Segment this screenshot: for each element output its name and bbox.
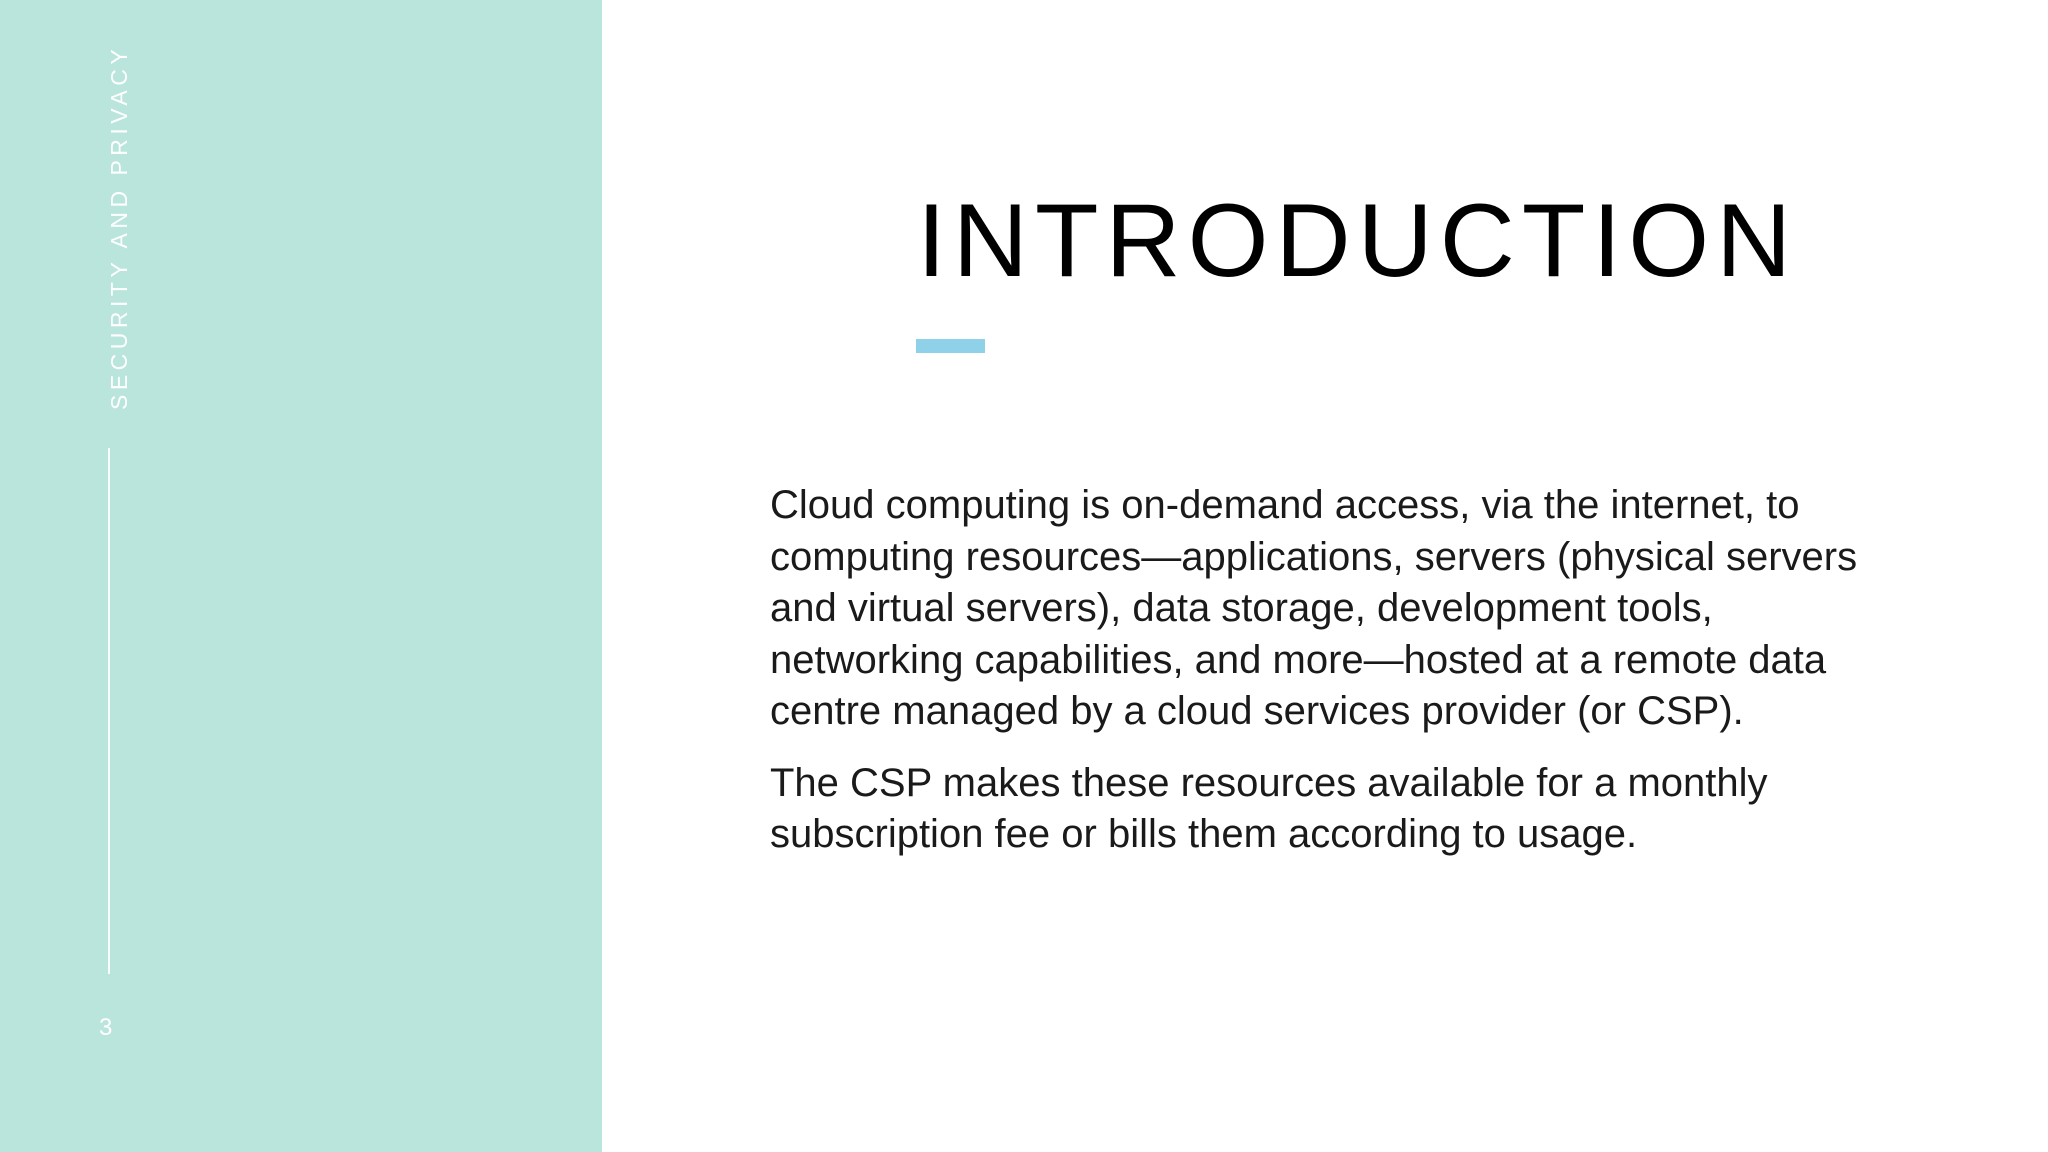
body-paragraph: Cloud computing is on-demand access, via the internet, to computing resources—applications, servers (physical servers and virtual servers), data storage, development tools, networking capabilities, and more—hosted at a remote data centre managed by a cloud services provider (or CSP). xyxy=(770,483,1858,733)
body-paragraph: The CSP makes these resources available for a monthly subscription fee or bills them according to usage. xyxy=(770,760,1768,856)
side-divider-line xyxy=(108,448,110,974)
section-label: SECURITY AND PRIVACY xyxy=(106,44,132,410)
body-text xyxy=(770,480,1890,881)
page-number: 3 xyxy=(99,1014,113,1041)
title-accent-bar xyxy=(916,339,985,353)
side-panel xyxy=(0,0,602,1152)
slide-title: INTRODUCTION xyxy=(917,183,1799,299)
